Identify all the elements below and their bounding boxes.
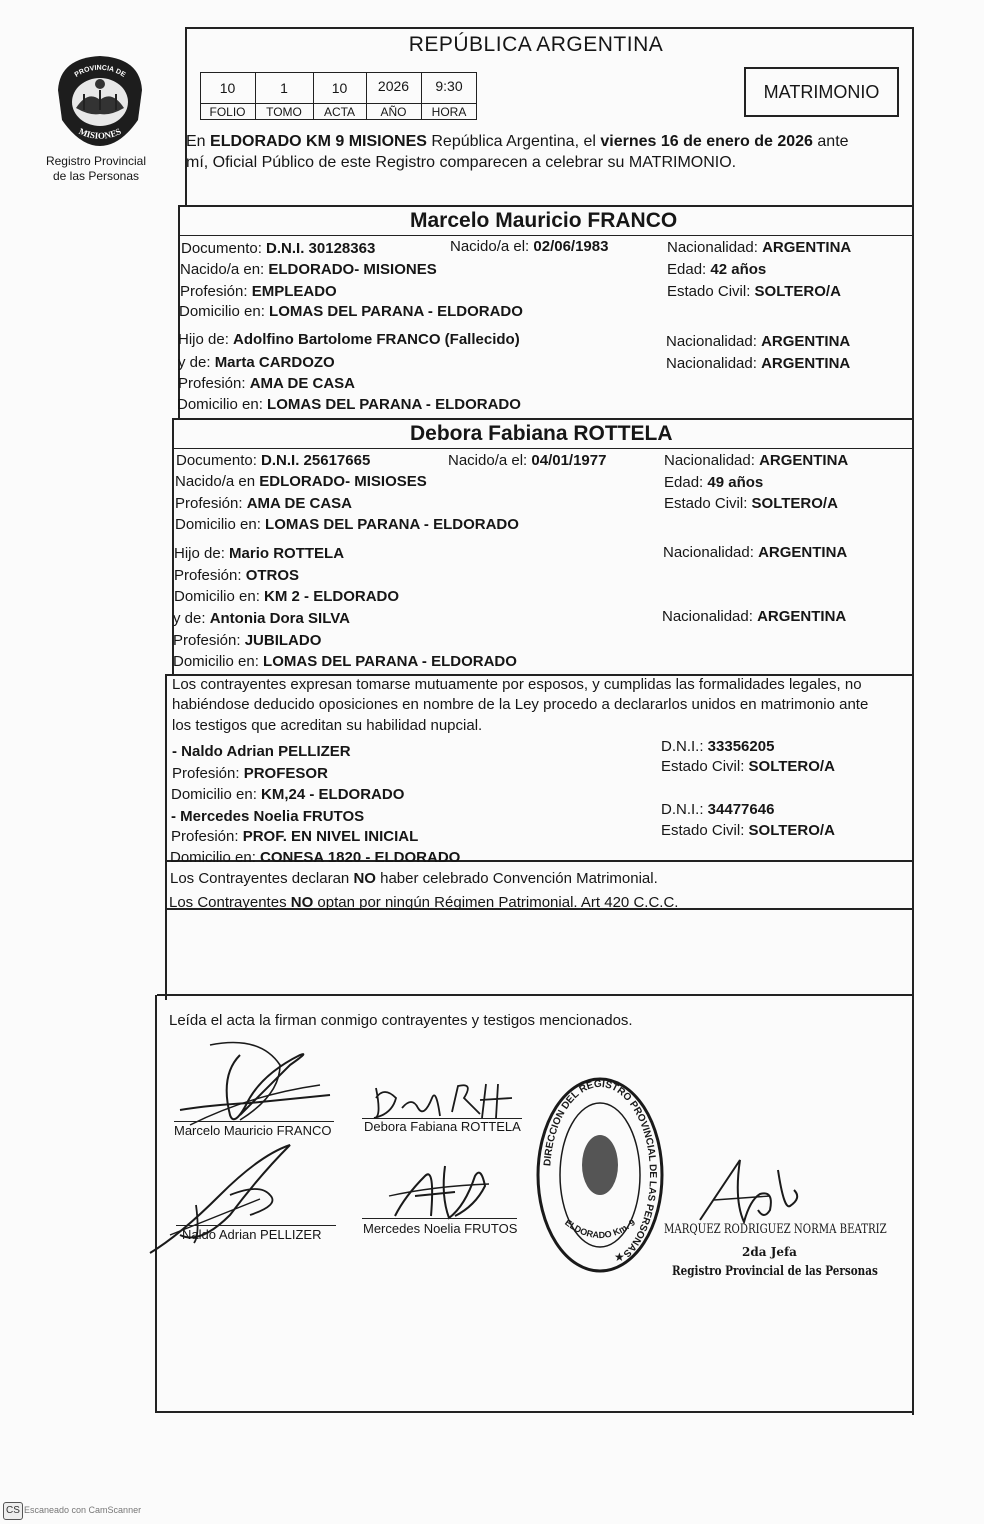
declaration-line-3: los testigos que acreditan su habilidad nupcial. [172, 717, 483, 734]
note-convention: Los Contrayentes declaran NO haber celebrado Convención Matrimonial. [170, 870, 658, 887]
spouse2-mother: y de: Antonia Dora SILVA [173, 610, 350, 627]
official-name: MARQUEZ RODRIGUEZ NORMA BEATRIZ [664, 1222, 887, 1237]
witness1-domicile: Domicilio en: KM,24 - ELDORADO [171, 786, 405, 803]
witness1-name: - Naldo Adrian PELLIZER [172, 743, 351, 760]
spouse2-domicile: Domicilio en: LOMAS DEL PARANA - ELDORADO [175, 516, 519, 533]
spouse2-profession: Profesión: AMA DE CASA [175, 495, 352, 512]
signature-3-name: Naldo Adrian PELLIZER [182, 1227, 322, 1242]
witness2-domicile: Domicilio en: CONESA 1820 - ELDORADO [170, 849, 461, 866]
spouse2-name: Debora Fabiana ROTTELA [410, 422, 673, 445]
anio-label: AÑO [380, 105, 407, 119]
hora-value: 9:30 [435, 78, 463, 94]
spouse1-mother-nationality: Nacionalidad: ARGENTINA [666, 355, 851, 372]
spouse2-mother-nationality: Nacionalidad: ARGENTINA [662, 608, 847, 625]
divider-spouse1-name [180, 235, 913, 236]
signature-3-line [176, 1225, 336, 1226]
spouse2-nationality: Nacionalidad: ARGENTINA [664, 452, 849, 469]
witness1-civil-status: Estado Civil: SOLTERO/A [661, 758, 835, 775]
spouse1-mother: y de: Marta CARDOZO [178, 354, 335, 371]
witness2-civil-status: Estado Civil: SOLTERO/A [661, 822, 835, 839]
spouse1-profession: Profesión: EMPLEADO [180, 283, 337, 300]
hora-label: HORA [431, 105, 467, 119]
spouse1-birthplace: Nacido/a en: ELDORADO- MISIONES [180, 261, 437, 278]
svg-text:ELDORADO Km. 9 [563, 1217, 637, 1240]
intro-line-2: mí, Oficial Público de este Registro comparecen a celebrar su MATRIMONIO. [186, 154, 737, 171]
spouse2-age: Edad: 49 años [664, 474, 764, 491]
spouse1-name: Marcelo Mauricio FRANCO [410, 209, 678, 232]
spouse1-father-nationality: Nacionalidad: ARGENTINA [666, 333, 851, 350]
spouse2-birthplace: Nacido/a en EDLORADO- MISIOSES [175, 473, 427, 490]
spouse1-parents-profession: Profesión: AMA DE CASA [178, 375, 355, 392]
province-logo [50, 50, 150, 150]
signature-4-name: Mercedes Noelia FRUTOS [363, 1221, 518, 1236]
anio-value: 2026 [377, 78, 410, 94]
frame-left-4 [165, 674, 167, 1000]
spouse1-domicile: Domicilio en: LOMAS DEL PARANA - ELDORADO [179, 303, 523, 320]
intro-line-1: En ELDORADO KM 9 MISIONES República Argentina, el viernes 16 de enero de 2026 ante [186, 133, 849, 150]
frame-bottom [155, 1411, 914, 1413]
spouse1-parents-domicile: Domicilio en: LOMAS DEL PARANA - ELDORADO [177, 396, 521, 413]
logo-caption-2: de las Personas [52, 169, 140, 183]
signature-1-name: Marcelo Mauricio FRANCO [174, 1123, 332, 1138]
frame-top [186, 27, 914, 29]
spouse2-birthdate: Nacido/a el: 04/01/1977 [448, 452, 607, 469]
spouse2-father-profession: Profesión: OTROS [174, 567, 300, 584]
spouse2-father: Hijo de: Mario ROTTELA [174, 545, 345, 562]
spouse1-father: Hijo de: Adolfino Bartolome FRANCO (Fallecido) [178, 331, 520, 348]
tomo-value: 1 [280, 80, 288, 96]
signature-1-scribble [170, 1035, 350, 1135]
camscanner-badge: CS [3, 1502, 23, 1520]
act-type: MATRIMONIO [763, 82, 880, 102]
divider-signatures [157, 994, 913, 996]
witness1-profession: Profesión: PROFESOR [172, 765, 328, 782]
logo-text-top: PROVINCIA DE [73, 64, 127, 79]
act-type-box [744, 67, 899, 117]
spouse1-civil-status: Estado Civil: SOLTERO/A [667, 283, 841, 300]
official-stamp [530, 1075, 670, 1275]
signature-3-scribble [140, 1135, 340, 1265]
official-title: 2da Jefa [742, 1245, 797, 1259]
stamp-inner-text: ELDORADO Km. 9 [562, 1217, 638, 1241]
spouse2-father-nationality: Nacionalidad: ARGENTINA [663, 544, 848, 561]
signature-1-line [174, 1121, 334, 1122]
witness2-profession: Profesión: PROF. EN NIVEL INICIAL [171, 828, 419, 845]
tomo-label: TOMO [266, 105, 302, 119]
logo-text-bottom: MISIONES [77, 126, 123, 141]
official-signature [690, 1150, 810, 1230]
signatures-intro: Leída el acta la firman conmigo contrayentes y testigos mencionados. [169, 1012, 633, 1029]
spouse2-document: Documento: D.N.I. 25617665 [176, 452, 371, 469]
signature-2-name: Debora Fabiana ROTTELA [364, 1119, 521, 1134]
province-seal-image [50, 50, 150, 150]
witness2-name: - Mercedes Noelia FRUTOS [171, 808, 365, 825]
official-organization: Registro Provincial de las Personas [672, 1264, 878, 1279]
spouse2-mother-profession: Profesión: JUBILADO [173, 632, 322, 649]
stamp-outer-text: DIRECCION DEL REGISTRO PROVINCIAL DE LAS PERSONAS [542, 1078, 659, 1259]
camscanner-label: Escaneado con CamScanner [24, 1505, 142, 1515]
spouse1-birthdate: Nacido/a el: 02/06/1983 [450, 238, 609, 255]
spouse1-document: Documento: D.N.I. 30128363 [181, 240, 376, 257]
divider-spouse2-name [173, 448, 913, 449]
declaration-line-1: Los contrayentes expresan tomarse mutuamente por esposos, y cumplidas las formalidades legales, no [172, 676, 862, 693]
svg-text:★: ★ [614, 1250, 625, 1264]
spouse2-civil-status: Estado Civil: SOLTERO/A [664, 495, 838, 512]
witness2-dni: D.N.I.: 34477646 [661, 801, 775, 818]
spouse2-father-domicile: Domicilio en: KM 2 - ELDORADO [174, 588, 400, 605]
acta-label: ACTA [323, 105, 356, 119]
spouse2-mother-domicile: Domicilio en: LOMAS DEL PARANA - ELDORADO [173, 653, 517, 670]
note-regime: Los Contrayentes NO optan por ningún Régimen Patrimonial. Art 420 C.C.C. [169, 894, 679, 911]
signature-4-scribble [385, 1156, 495, 1226]
logo-caption-1: Registro Provincial [45, 154, 147, 168]
divider-header [180, 205, 913, 207]
spouse1-nationality: Nacionalidad: ARGENTINA [667, 239, 852, 256]
declaration-line-2: habiéndose deducido oposiciones en nombre de la Ley procedo a declararlos unidos en matrimonio ante [172, 696, 869, 713]
folio-value: 10 [219, 80, 236, 96]
witness1-dni: D.N.I.: 33356205 [661, 738, 775, 755]
divider-spouse2 [173, 418, 913, 420]
spouse1-age: Edad: 42 años [667, 261, 767, 278]
acta-value: 10 [331, 80, 348, 96]
folio-label: FOLIO [209, 105, 246, 119]
signature-4-line [362, 1218, 517, 1219]
country-title: REPÚBLICA ARGENTINA [408, 33, 664, 56]
